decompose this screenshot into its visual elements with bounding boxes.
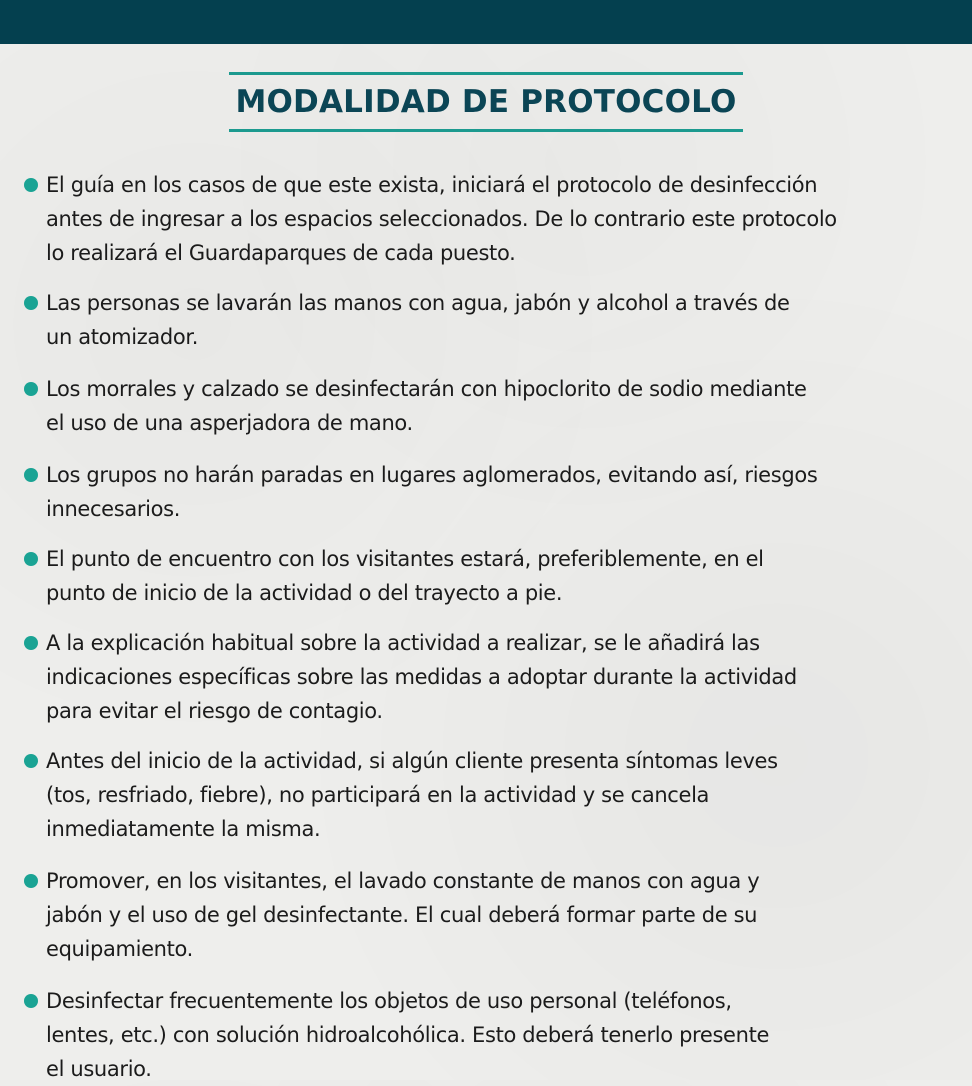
list-item-text-line: equipamiento. xyxy=(46,937,193,961)
bullet-icon xyxy=(24,296,38,310)
list-item-text-line: Desinfectar frecuentemente los objetos de uso personal (teléfonos, xyxy=(46,989,732,1013)
bullet-icon xyxy=(24,754,38,768)
list-item-text-line: Promover, en los visitantes, el lavado constante de manos con agua y xyxy=(46,869,760,893)
bullet-icon xyxy=(24,874,38,888)
bullet-icon xyxy=(24,178,38,192)
protocol-list xyxy=(22,152,957,1086)
list-item-text-line: innecesarios. xyxy=(46,497,181,521)
list-item-text-line: Los morrales y calzado se desinfectarán con hipoclorito de sodio mediante xyxy=(46,377,807,401)
list-item-text-line: el usuario. xyxy=(46,1057,152,1081)
list-item-text-line: para evitar el riesgo de contagio. xyxy=(46,699,383,723)
bullet-icon xyxy=(24,636,38,650)
list-item-text-line: El punto de encuentro con los visitantes estará, preferiblemente, en el xyxy=(46,547,764,571)
list-item xyxy=(22,458,957,526)
list-item xyxy=(22,744,957,846)
list-item xyxy=(22,864,957,966)
header-bar xyxy=(0,0,972,44)
list-item-text-line: El guía en los casos de que este exista, iniciará el protocolo de desinfección xyxy=(46,173,818,197)
list-item xyxy=(22,372,957,440)
list-item xyxy=(22,168,957,270)
list-item-text-line: punto de inicio de la actividad o del trayecto a pie. xyxy=(46,581,563,605)
list-item-text-line: inmediatamente la misma. xyxy=(46,817,321,841)
list-item-text-line: A la explicación habitual sobre la actividad a realizar, se le añadirá las xyxy=(46,631,760,655)
list-item-text-line: indicaciones específicas sobre las medidas a adoptar durante la actividad xyxy=(46,665,797,689)
list-item-text-line: antes de ingresar a los espacios seleccionados. De lo contrario este protocolo xyxy=(46,207,837,231)
bullet-icon xyxy=(24,994,38,1008)
list-item-text-line: (tos, resfriado, fiebre), no participará en la actividad y se cancela xyxy=(46,783,710,807)
list-item-text-line: Los grupos no harán paradas en lugares aglomerados, evitando así, riesgos xyxy=(46,463,818,487)
list-item xyxy=(22,626,957,728)
list-item-text-line: jabón y el uso de gel desinfectante. El cual deberá formar parte de su xyxy=(46,903,758,927)
title-frame xyxy=(229,72,742,132)
list-item-text-line: Las personas se lavarán las manos con agua, jabón y alcohol a través de xyxy=(46,291,790,315)
list-item-text-line: lo realizará el Guardaparques de cada puesto. xyxy=(46,241,516,265)
list-item xyxy=(22,984,957,1086)
bullet-icon xyxy=(24,382,38,396)
list-item xyxy=(22,286,957,354)
list-item-text-line: Antes del inicio de la actividad, si algún cliente presenta síntomas leves xyxy=(46,749,778,773)
page-title: MODALIDAD DE PROTOCOLO xyxy=(235,84,737,120)
list-item-text-line: un atomizador. xyxy=(46,325,199,349)
list-item-text-line: lentes, etc.) con solución hidroalcohólica. Esto deberá tenerlo presente xyxy=(46,1023,770,1047)
list-item-text-line: el uso de una asperjadora de mano. xyxy=(46,411,413,435)
list-item xyxy=(22,542,957,610)
title-section xyxy=(0,72,972,132)
bullet-icon xyxy=(24,552,38,566)
bullet-icon xyxy=(24,468,38,482)
